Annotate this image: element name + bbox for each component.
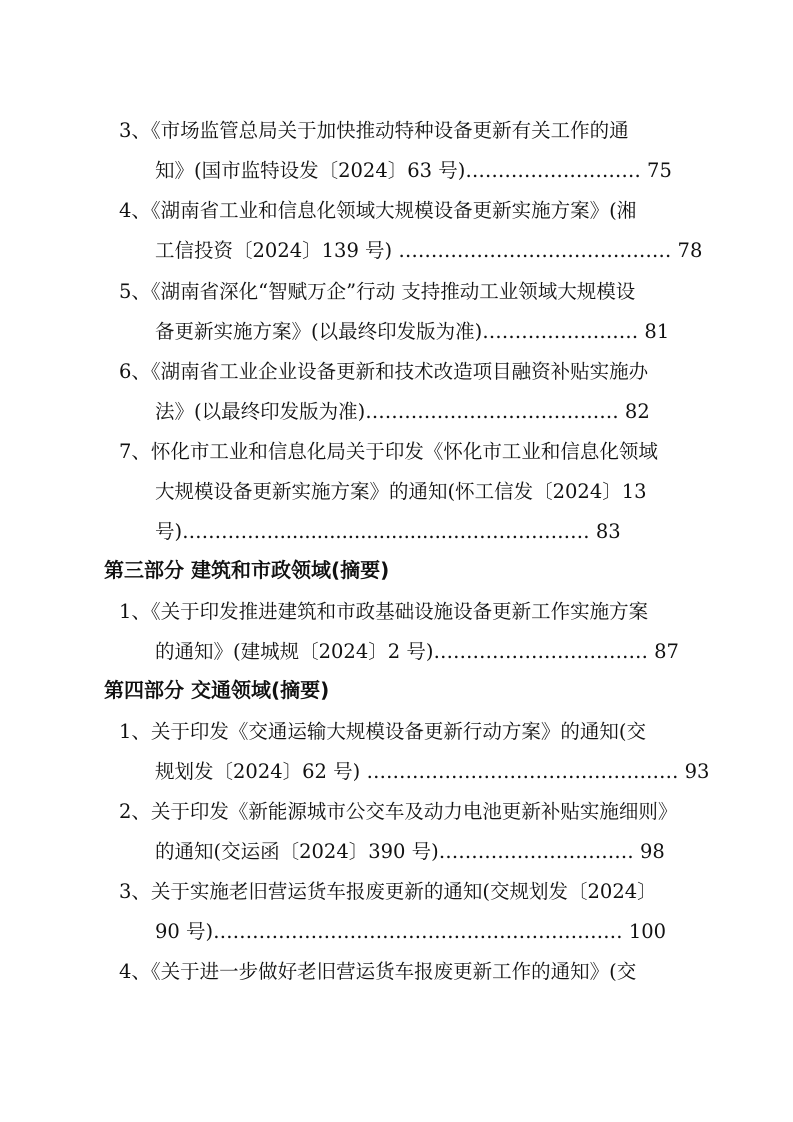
toc-part3-entry-1-line-1: 1、《关于印发推进建筑和市政基础设施设备更新工作实施方案 xyxy=(119,600,649,623)
toc-entry-7-line-1: 7、怀化市工业和信息化局关于印发《怀化市工业和信息化领域 xyxy=(119,440,658,463)
toc-entry-5-line-2: 备更新实施方案》(以最终印发版为准)…………………… 81 xyxy=(155,320,670,343)
toc-entry-7-line-3: 号)……………............................………………… 83 xyxy=(155,520,621,543)
toc-entry-3-line-2: 知》(国市监特设发〔2024〕63 号)……………………… 75 xyxy=(155,159,672,182)
toc-entry-7-line-2: 大规模设备更新实施方案》的通知(怀工信发〔2024〕13 xyxy=(155,480,647,503)
toc-entry-4-line-1: 4、《湖南省工业和信息化领域大规模设备更新实施方案》(湘 xyxy=(119,199,637,222)
toc-entry-3-line-1: 3、《市场监管总局关于加快推动特种设备更新有关工作的通 xyxy=(119,119,629,142)
toc-part4-entry-2-line-2: 的通知(交运函〔2024〕390 号)………………………… 98 xyxy=(155,840,665,863)
toc-entry-6-line-2: 法》(以最终印发版为准)………………………………… 82 xyxy=(155,400,650,423)
toc-part4-entry-4-line-1: 4、《关于进一步做好老旧营运货车报废更新工作的通知》(交 xyxy=(119,960,637,983)
part-4-heading: 第四部分 交通领域(摘要) xyxy=(104,678,330,702)
toc-part3-entry-1-line-2: 的通知》(建城规〔2024〕2 号)…………………………… 87 xyxy=(155,640,679,663)
toc-part4-entry-3-line-1: 3、关于实施老旧营运货车报废更新的通知(交规划发〔2024〕 xyxy=(119,880,657,903)
toc-entry-4-line-2: 工信投资〔2024〕139 号) …………………………………… 78 xyxy=(155,239,703,262)
toc-part4-entry-1-line-1: 1、关于印发《交通运输大规模设备更新行动方案》的通知(交 xyxy=(119,720,647,743)
toc-entry-6-line-1: 6、《湖南省工业企业设备更新和技术改造项目融资补贴实施办 xyxy=(119,360,649,383)
part-3-heading: 第三部分 建筑和市政领域(摘要) xyxy=(104,558,390,582)
toc-part4-entry-3-line-2: 90 号)……………………………………………………… 100 xyxy=(155,920,667,943)
toc-part4-entry-2-line-1: 2、关于印发《新能源城市公交车及动力电池更新补贴实施细则》 xyxy=(119,800,678,823)
toc-part4-entry-1-line-2: 规划发〔2024〕62 号) ………………………………………… 93 xyxy=(155,760,710,783)
toc-entry-5-line-1: 5、《湖南省深化“智赋万企”行动 支持推动工业领域大规模设 xyxy=(119,280,636,303)
